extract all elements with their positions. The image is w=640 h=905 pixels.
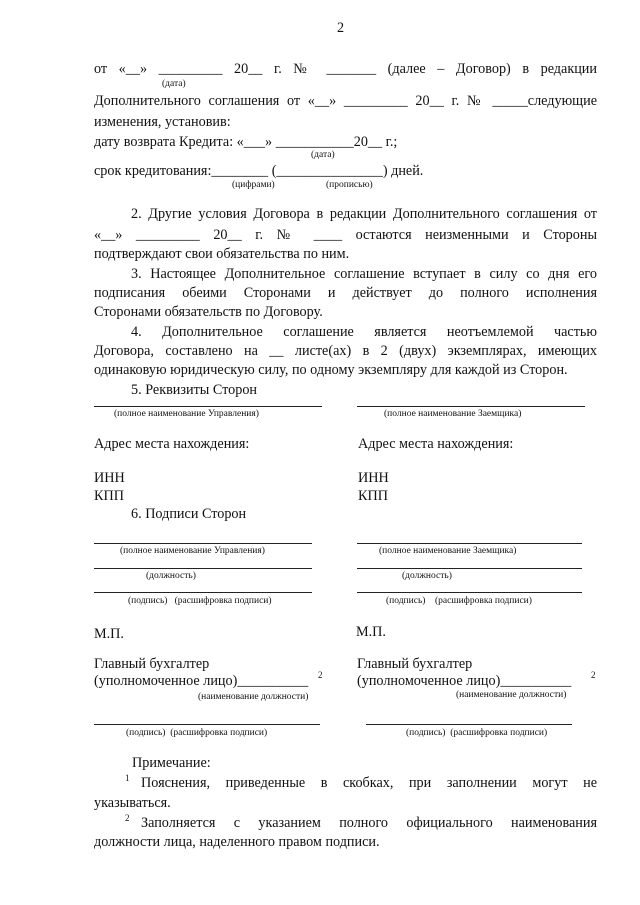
caption-words: (прописью) xyxy=(326,180,373,190)
right-signature-caption: (подпись) (расшифровка подписи) xyxy=(386,596,532,606)
requisites-title: 5. Реквизиты Сторон xyxy=(131,382,258,398)
left-full-name-caption: (полное наименование Управления) xyxy=(114,409,259,419)
right-accountant-title: Главный бухгалтер xyxy=(357,656,473,672)
right-signature-line xyxy=(357,592,582,593)
right-position-line xyxy=(357,568,582,569)
clause-4-line-2: Договора, составлено на __ листе(ах) в 2 (двух) экземплярах, имеющих xyxy=(94,343,597,359)
header-line-4: дату возврата Кредита: «___» ___________20__ г.; xyxy=(94,134,398,150)
right-footnote-mark: 2 xyxy=(591,670,596,680)
clause-2-line-2: «__» _________ 20__ г. № ____ остаются неизменными и Стороны xyxy=(94,227,597,243)
note-2-line-1: Заполняется с указанием полного официального наименования xyxy=(141,815,597,831)
left-position-caption: (должность) xyxy=(146,571,196,581)
right-address-label: Адрес места нахождения: xyxy=(358,436,514,452)
left-position-line xyxy=(94,568,312,569)
clause-3-line-3: Сторонами обязательств по Договору. xyxy=(94,304,323,320)
left-signature-line xyxy=(94,592,312,593)
right-inn-label: ИНН xyxy=(358,470,389,486)
left-sign-name-line xyxy=(94,543,312,544)
note-1-mark: 1 xyxy=(125,773,130,783)
left-inn-label: ИНН xyxy=(94,470,125,486)
notes-title: Примечание: xyxy=(132,755,211,771)
right-final-signature-caption: (подпись) (расшифровка подписи) xyxy=(406,728,548,738)
left-full-name-line xyxy=(94,406,322,407)
header-line-3: изменения, установив: xyxy=(94,114,231,130)
left-final-signature-caption: (подпись) (расшифровка подписи) xyxy=(126,728,268,738)
note-2-mark: 2 xyxy=(125,813,130,823)
caption-digits: (цифрами) xyxy=(232,180,275,190)
right-accountant-line: (уполномоченное лицо)__________ xyxy=(357,673,572,689)
left-sign-name-caption: (полное наименование Управления) xyxy=(120,546,265,556)
left-seal-label: М.П. xyxy=(94,626,124,642)
left-signature-caption: (подпись) (расшифровка подписи) xyxy=(128,596,272,606)
caption-date-2: (дата) xyxy=(311,150,335,160)
note-2-line-2: должности лица, наделенного правом подписи. xyxy=(94,834,380,850)
right-seal-label: М.П. xyxy=(356,624,386,640)
left-footnote-mark: 2 xyxy=(318,670,323,680)
right-position-caption: (должность) xyxy=(402,571,452,581)
left-accountant-line: (уполномоченное лицо)__________ xyxy=(94,673,309,689)
left-accountant-title: Главный бухгалтер xyxy=(94,656,210,672)
right-sign-name-line xyxy=(357,543,582,544)
header-line-5: срок кредитования:________ (_______________) дней. xyxy=(94,163,424,179)
header-line-1: от «__» _________ 20__ г. № _______ (далее – Договор) в редакции xyxy=(94,61,597,77)
clause-2-line-3: подтверждают свои обязательства по ним. xyxy=(94,246,350,262)
header-line-2: Дополнительного соглашения от «__» _________ 20__ г. № _____следующие xyxy=(94,93,597,109)
right-position-name-caption: (наименование должности) xyxy=(456,690,567,700)
page-number: 2 xyxy=(337,20,345,36)
left-final-signature-line xyxy=(94,724,320,725)
left-address-label: Адрес места нахождения: xyxy=(94,436,250,452)
right-sign-name-caption: (полное наименование Заемщика) xyxy=(379,546,517,556)
clause-3-line-1: 3. Настоящее Дополнительное соглашение вступает в силу со дня его xyxy=(131,266,597,282)
clause-2-line-1: 2. Другие условия Договора в редакции Дополнительного соглашения от xyxy=(131,206,597,222)
right-full-name-caption: (полное наименование Заемщика) xyxy=(384,409,522,419)
note-1-line-1: Пояснения, приведенные в скобках, при заполнении могут не xyxy=(141,775,597,791)
clause-4-line-1: 4. Дополнительное соглашение является неотъемлемой частью xyxy=(131,324,597,340)
clause-3-line-2: подписания обеими Сторонами и действует до полного исполнения xyxy=(94,285,597,301)
left-kpp-label: КПП xyxy=(94,488,124,504)
caption-date-1: (дата) xyxy=(162,79,186,89)
signatures-title: 6. Подписи Сторон xyxy=(131,506,247,522)
right-final-signature-line xyxy=(366,724,572,725)
right-kpp-label: КПП xyxy=(358,488,388,504)
clause-4-line-3: одинаковую юридическую силу, по одному экземпляру для каждой из Сторон. xyxy=(94,362,568,378)
left-position-name-caption: (наименование должности) xyxy=(198,692,309,702)
right-full-name-line xyxy=(357,406,585,407)
note-1-line-2: указываться. xyxy=(94,795,171,811)
